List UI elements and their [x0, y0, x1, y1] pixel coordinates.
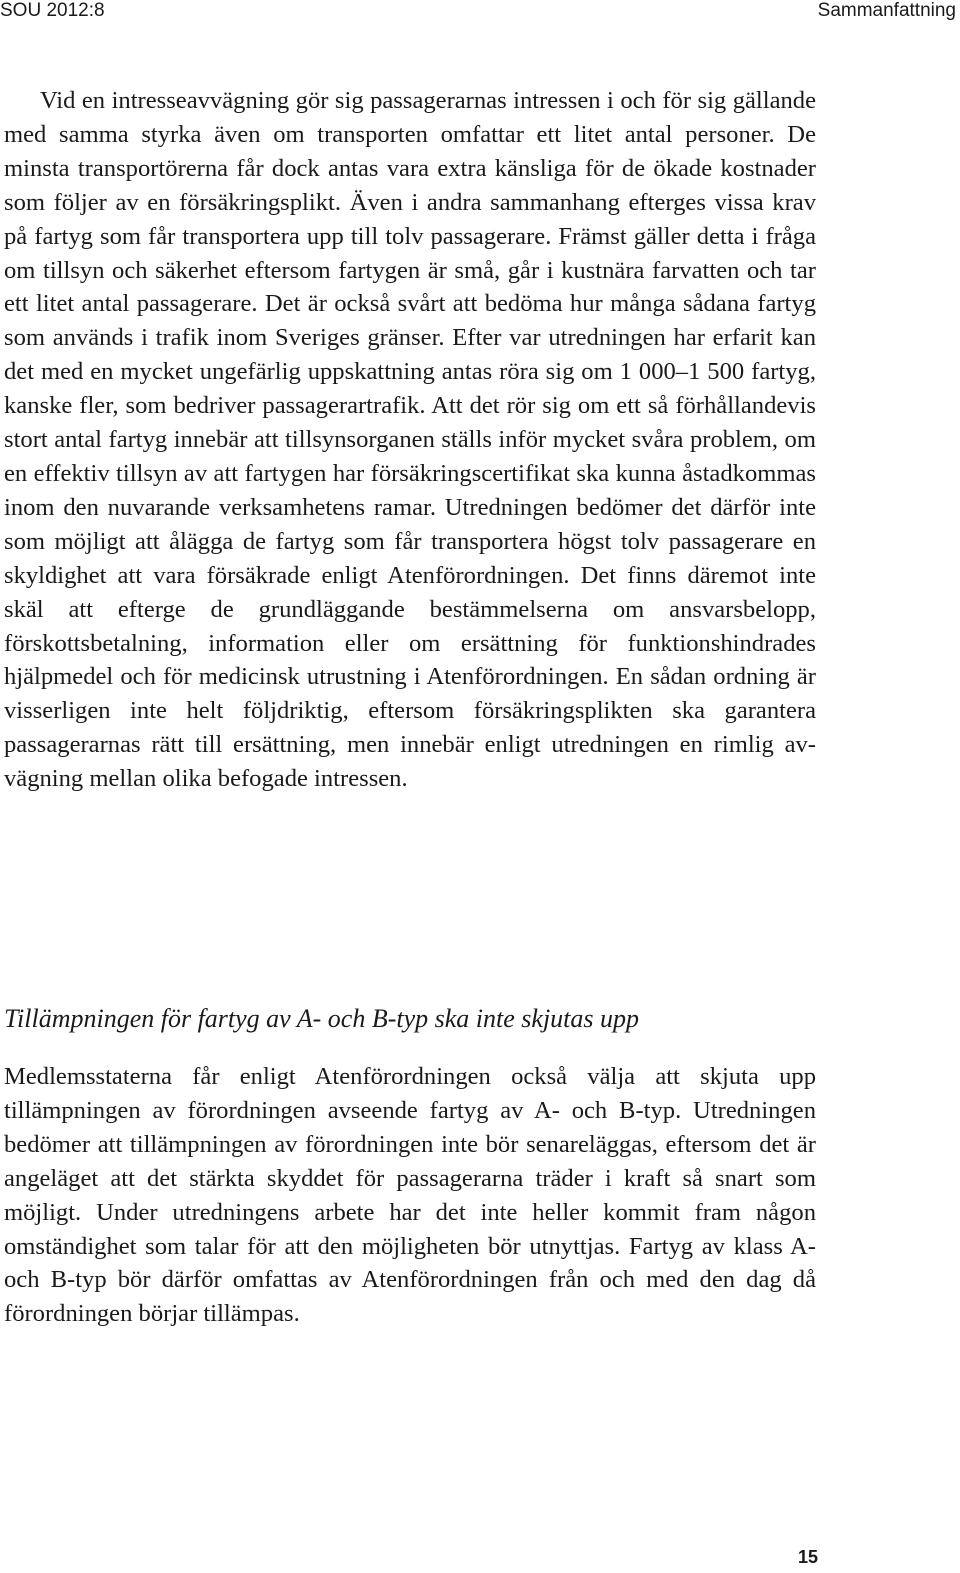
running-header-section-title: Sammanfattning: [817, 0, 956, 21]
body-paragraph-2: Medlemsstaterna får enligt Atenförordningen också välja att skjuta upp tillämpningen av förordningen avseende fartyg av A- och B-typ. Utredningen bedömer att tillämpningen av förordningen inte bör senareläggas, eftersom det är angeläget att det stärkta skyddet för passagerarna träder i kraft så snart som möjligt. Under utredningens arbete har det inte heller kommit fram någon omständighet som talar för att den möjligheten bör utnyttjas. Fartyg av klass A- och B-typ bör därför omfattas av Atenförordningen från och med den dag då förordningen börjar tillämpas.: [4, 1063, 816, 1328]
section-heading: Tillämpningen för fartyg av A- och B-typ ska inte skjutas upp: [4, 1004, 640, 1033]
page-number: 15: [797, 1547, 818, 1567]
running-header-report-id: SOU 2012:8: [0, 0, 105, 21]
body-paragraph-1: Vid en intresseavvägning gör sig passagerarnas intressen i och för sig gällande med samma styrka även om transporten omfattar ett litet antal personer. De minsta transportörerna får dock antas vara extra känsliga för de ökade kostnader som följer av en försäkringsplikt. Även i andra sammanhang efterges vissa krav på fartyg som får transportera upp till tolv passagerare. Främst gäller detta i fråga om tillsyn och säkerhet eftersom fartygen är små, går i kustnära farvatten och tar ett litet antal passagerare. Det är också svårt att bedöma hur många sådana fartyg som används i trafik inom Sveriges gränser. Efter var utredningen har erfarit kan det med en mycket ungefärlig uppskattning antas röra sig om 1 000–1 500 fartyg, kanske fler, som bedriver passagerartrafik. Att det rör sig om ett så förhållandevis stort antal fartyg innebär att tillsynsorganen ställs inför mycket svåra problem, om en effektiv tillsyn av att fartygen har försäkringscertifikat ska kunna åstadkommas inom den nuvarande verksamhetens ramar. Utredningen bedömer det därför inte som möjligt att ålägga de fartyg som får transportera högst tolv passagerare en skyldighet att vara försäkrade enligt Atenförordningen. Det finns däremot inte skäl att efterge de grundläggande bestämmelserna om ansvarsbelopp, förskottsbetalning, information eller om ersättning för funktionshindrades hjälpmedel och för medicinsk utrustning i Atenförordningen. En sådan ordning är visserligen inte helt följdriktig, eftersom försäkringsplikten ska garantera passagerarnas rätt till ersättning, men innebär enligt utredningen en rimlig avvägning mellan olika befogade intressen.: [4, 87, 816, 793]
